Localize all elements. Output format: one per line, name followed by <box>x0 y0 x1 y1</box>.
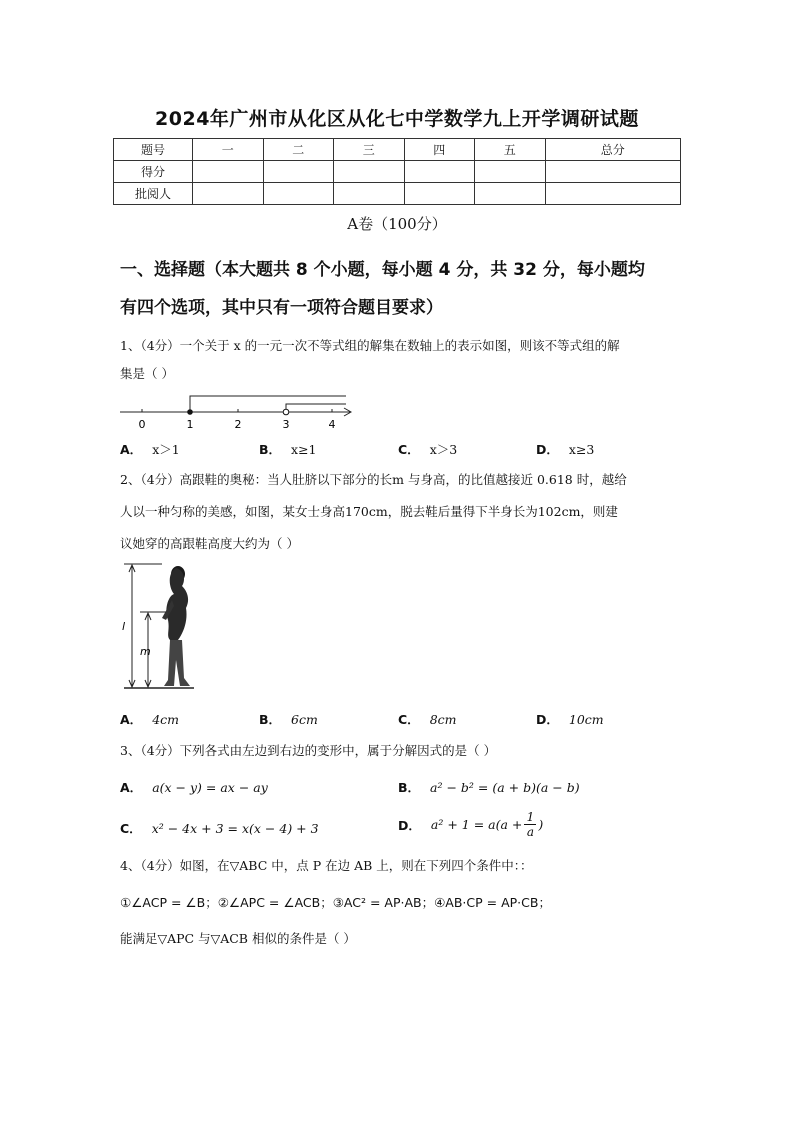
grader-cell[interactable] <box>263 183 334 205</box>
option-text: 6cm <box>291 712 318 727</box>
q1-option-a[interactable] <box>120 440 180 458</box>
option-label: B． <box>259 442 282 457</box>
option-text-pre: a² + 1 = a(a + <box>430 817 523 832</box>
table-header-cell: 题号 <box>114 139 193 161</box>
page-title: 2024年广州市从化区从化七中学数学九上开学调研试题 <box>155 108 639 130</box>
woman-height-figure <box>118 560 198 694</box>
score-table <box>113 138 681 205</box>
option-text-post: ) <box>538 817 544 832</box>
table-header-cell: 总分 <box>545 139 681 161</box>
table-row <box>114 139 681 161</box>
option-label: D． <box>536 712 559 727</box>
grader-cell[interactable] <box>334 183 405 205</box>
grader-cell[interactable] <box>545 183 681 205</box>
option-label: D． <box>536 442 559 457</box>
table-row <box>114 183 681 205</box>
fraction <box>524 810 536 839</box>
q2-stem-line2: 人以一种匀称的美感，如图，某女士身高170cm，脱去鞋后量得下半身长为102cm，则建 <box>120 504 618 519</box>
q1-option-b[interactable] <box>259 440 317 458</box>
option-text: a(x − y) = ax − ay <box>152 780 268 795</box>
option-label: B． <box>259 712 282 727</box>
q3-option-b[interactable] <box>398 778 580 796</box>
q2-stem-line1: 2、（4分）高跟鞋的奥秘：当人肚脐以下部分的长m 与身高，的比值越接近 0.618 时，越给 <box>120 472 627 487</box>
table-header-cell: 一 <box>193 139 264 161</box>
label-m: m <box>140 645 151 658</box>
grader-cell[interactable] <box>193 183 264 205</box>
label-l: l <box>122 620 126 633</box>
option-label: C． <box>120 821 142 836</box>
section-heading-line2: 有四个选项，其中只有一项符合题目要求） <box>120 298 443 318</box>
option-text: 8cm <box>429 712 457 727</box>
solution-ray-2 <box>286 404 346 412</box>
option-text: x＞3 <box>429 442 458 457</box>
tick-label: 4 <box>328 418 336 431</box>
q3-option-c[interactable] <box>120 819 319 837</box>
tick-label: 0 <box>138 418 146 431</box>
q2-option-b[interactable] <box>259 710 318 728</box>
option-text: a² − b² = (a + b)(a − b) <box>430 780 580 795</box>
closed-point <box>187 409 193 415</box>
fraction-numerator: 1 <box>526 810 535 824</box>
table-row <box>114 161 681 183</box>
table-header-cell: 四 <box>404 139 475 161</box>
table-header-cell: 五 <box>475 139 546 161</box>
q1-stem-line1: 1、（4分）一个关于 x 的一元一次不等式组的解集在数轴上的表示如图，则该不等式组的解 <box>120 338 620 353</box>
tick-label: 1 <box>186 418 194 431</box>
score-cell[interactable] <box>334 161 405 183</box>
grader-cell[interactable] <box>404 183 475 205</box>
tick-label: 2 <box>234 418 242 431</box>
score-cell[interactable] <box>193 161 264 183</box>
q4-stem-line3: 能满足▽APC 与▽ACB 相似的条件是（ ） <box>120 931 356 946</box>
q3-option-d[interactable] <box>398 810 543 839</box>
option-label: C． <box>398 442 420 457</box>
q3-option-a[interactable] <box>120 778 268 796</box>
grader-cell[interactable] <box>475 183 546 205</box>
option-text: x≥1 <box>291 442 317 457</box>
option-label: B． <box>398 780 421 795</box>
row-label: 得分 <box>114 161 193 183</box>
score-cell[interactable] <box>263 161 334 183</box>
q1-option-d[interactable] <box>536 440 594 458</box>
open-point <box>283 409 289 415</box>
option-text: x² − 4x + 3 = x(x − 4) + 3 <box>151 821 319 836</box>
q4-conditions: ①∠ACP = ∠B；②∠APC = ∠ACB；③AC² = AP·AB；④AB·CP = AP·CB； <box>120 895 551 910</box>
q2-option-a[interactable] <box>120 710 179 728</box>
q2-option-d[interactable] <box>536 710 604 728</box>
q2-option-c[interactable] <box>398 710 457 728</box>
option-text: x＞1 <box>152 442 180 457</box>
score-cell[interactable] <box>404 161 475 183</box>
woman-silhouette <box>162 566 190 686</box>
option-label: A． <box>120 780 143 795</box>
section-paper-a: A卷（100分） <box>347 215 447 233</box>
option-label: C． <box>398 712 420 727</box>
option-label: A． <box>120 712 143 727</box>
q1-stem-line2: 集是（ ） <box>120 366 174 381</box>
row-label: 批阅人 <box>114 183 193 205</box>
section-heading-line1: 一、选择题（本大题共 8 个小题，每小题 4 分，共 32 分，每小题均 <box>120 260 645 280</box>
table-header-cell: 三 <box>334 139 405 161</box>
option-text: 4cm <box>152 712 179 727</box>
option-text: 10cm <box>568 712 604 727</box>
q1-option-c[interactable] <box>398 440 457 458</box>
option-label: D． <box>398 817 421 833</box>
q2-stem-line3: 议她穿的高跟鞋高度大约为（ ） <box>120 536 299 551</box>
score-cell[interactable] <box>545 161 681 183</box>
fraction-denominator: a <box>526 825 534 839</box>
tick-label: 3 <box>282 418 290 431</box>
number-line-figure <box>118 388 358 432</box>
q4-stem-line1: 4、（4分）如图，在▽ABC 中，点 P 在边 AB 上，则在下列四个条件中：： <box>120 858 533 873</box>
q3-stem: 3、（4分）下列各式由左边到右边的变形中，属于分解因式的是（ ） <box>120 743 497 758</box>
table-header-cell: 二 <box>263 139 334 161</box>
option-text: x≥3 <box>568 442 595 457</box>
option-label: A． <box>120 442 143 457</box>
score-cell[interactable] <box>475 161 546 183</box>
